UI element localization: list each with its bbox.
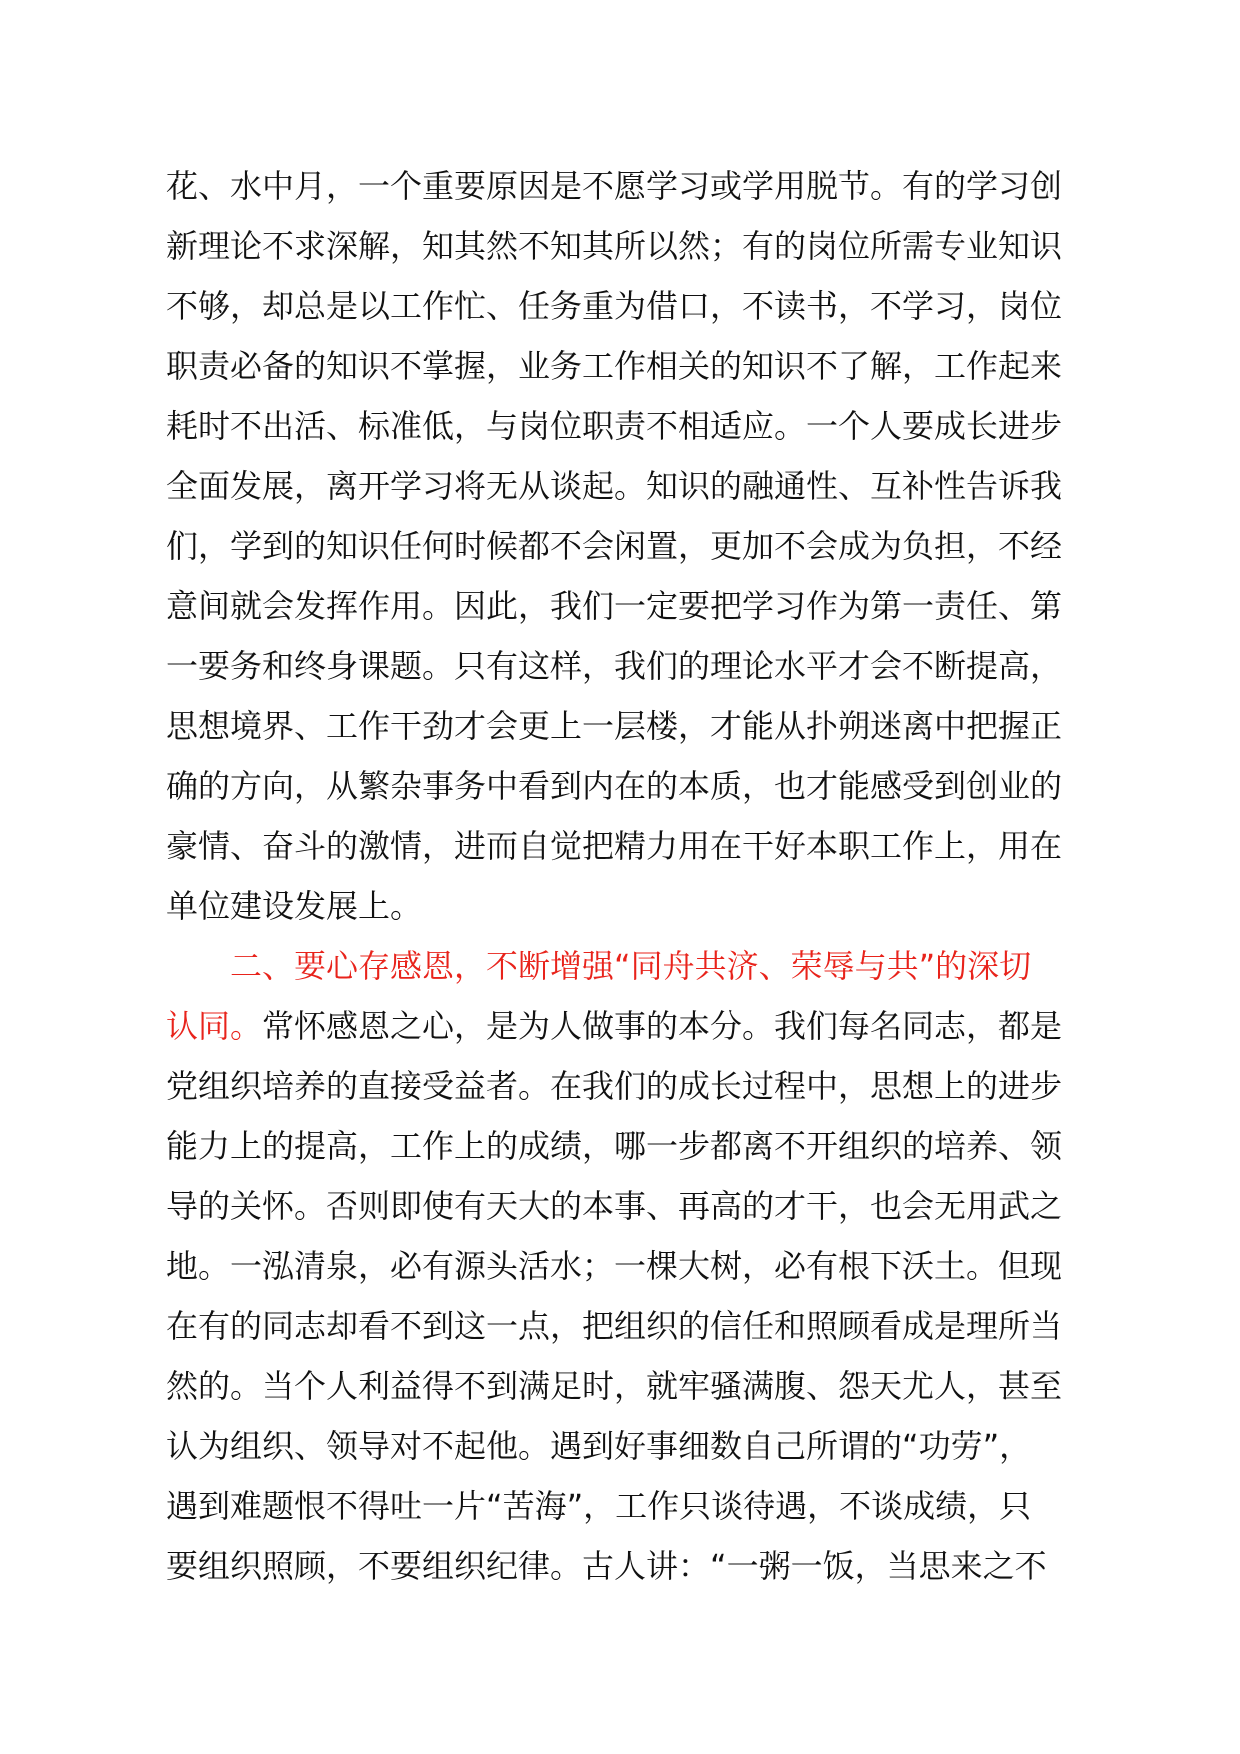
document-body xyxy=(166,156,1116,1596)
text-line: 花、水中月，一个重要原因是不愿学习或学用脱节。有的学习创 xyxy=(166,167,1063,205)
text-line: 一要务和终身课题。只有这样，我们的理论水平才会不断提高， xyxy=(166,647,1063,685)
text-line: 不够，却总是以工作忙、任务重为借口，不读书，不学习，岗位 xyxy=(166,287,1063,325)
text-line: 新理论不求深解，知其然不知其所以然；有的岗位所需专业知识 xyxy=(166,227,1063,265)
section-heading-line xyxy=(166,936,1116,996)
section-heading: 二、要心存感恩，不断增强“同舟共济、荣辱与共”的深切 xyxy=(230,947,1032,985)
text-line: 能力上的提高，工作上的成绩，哪一步都离不开组织的培养、领 xyxy=(166,1127,1063,1165)
text-line: 豪情、奋斗的激情，进而自觉把精力用在干好本职工作上，用在 xyxy=(166,827,1063,865)
text-line: 耗时不出活、标准低，与岗位职责不相适应。一个人要成长进步 xyxy=(166,407,1063,445)
text-line-rest: 常怀感恩之心，是为人做事的本分。我们每名同志，都是 xyxy=(262,1007,1063,1045)
section-heading-end: 认同。 xyxy=(166,1007,263,1045)
text-line: 遇到难题恨不得吐一片“苦海”，工作只谈待遇，不谈成绩，只 xyxy=(166,1487,1032,1525)
text-line: 意间就会发挥作用。因此，我们一定要把学习作为第一责任、第 xyxy=(166,587,1063,625)
text-line: 全面发展，离开学习将无从谈起。知识的融通性、互补性告诉我 xyxy=(166,467,1063,505)
text-line: 党组织培养的直接受益者。在我们的成长过程中，思想上的进步 xyxy=(166,1067,1063,1105)
text-line: 然的。当个人利益得不到满足时，就牢骚满腹、怨天尤人，甚至 xyxy=(166,1367,1063,1405)
text-line: 导的关怀。否则即使有天大的本事、再高的才干，也会无用武之 xyxy=(166,1187,1063,1225)
text-line: 思想境界、工作干劲才会更上一层楼，才能从扑朔迷离中把握正 xyxy=(166,707,1063,745)
text-line: 在有的同志却看不到这一点，把组织的信任和照顾看成是理所当 xyxy=(166,1307,1063,1345)
text-line: 职责必备的知识不掌握，业务工作相关的知识不了解，工作起来 xyxy=(166,347,1063,385)
text-line: 认为组织、领导对不起他。遇到好事细数自己所谓的“功劳”， xyxy=(166,1427,1032,1465)
text-line: 确的方向，从繁杂事务中看到内在的本质，也才能感受到创业的 xyxy=(166,767,1063,805)
text-line: 们，学到的知识任何时候都不会闲置，更加不会成为负担，不经 xyxy=(166,527,1063,565)
text-line: 地。一泓清泉，必有源头活水；一棵大树，必有根下沃土。但现 xyxy=(166,1247,1063,1285)
text-line: 要组织照顾，不要组织纪律。古人讲：“一粥一饭，当思来之不 xyxy=(166,1547,1047,1585)
text-line xyxy=(166,996,1116,1056)
text-line: 单位建设发展上。 xyxy=(166,887,423,925)
